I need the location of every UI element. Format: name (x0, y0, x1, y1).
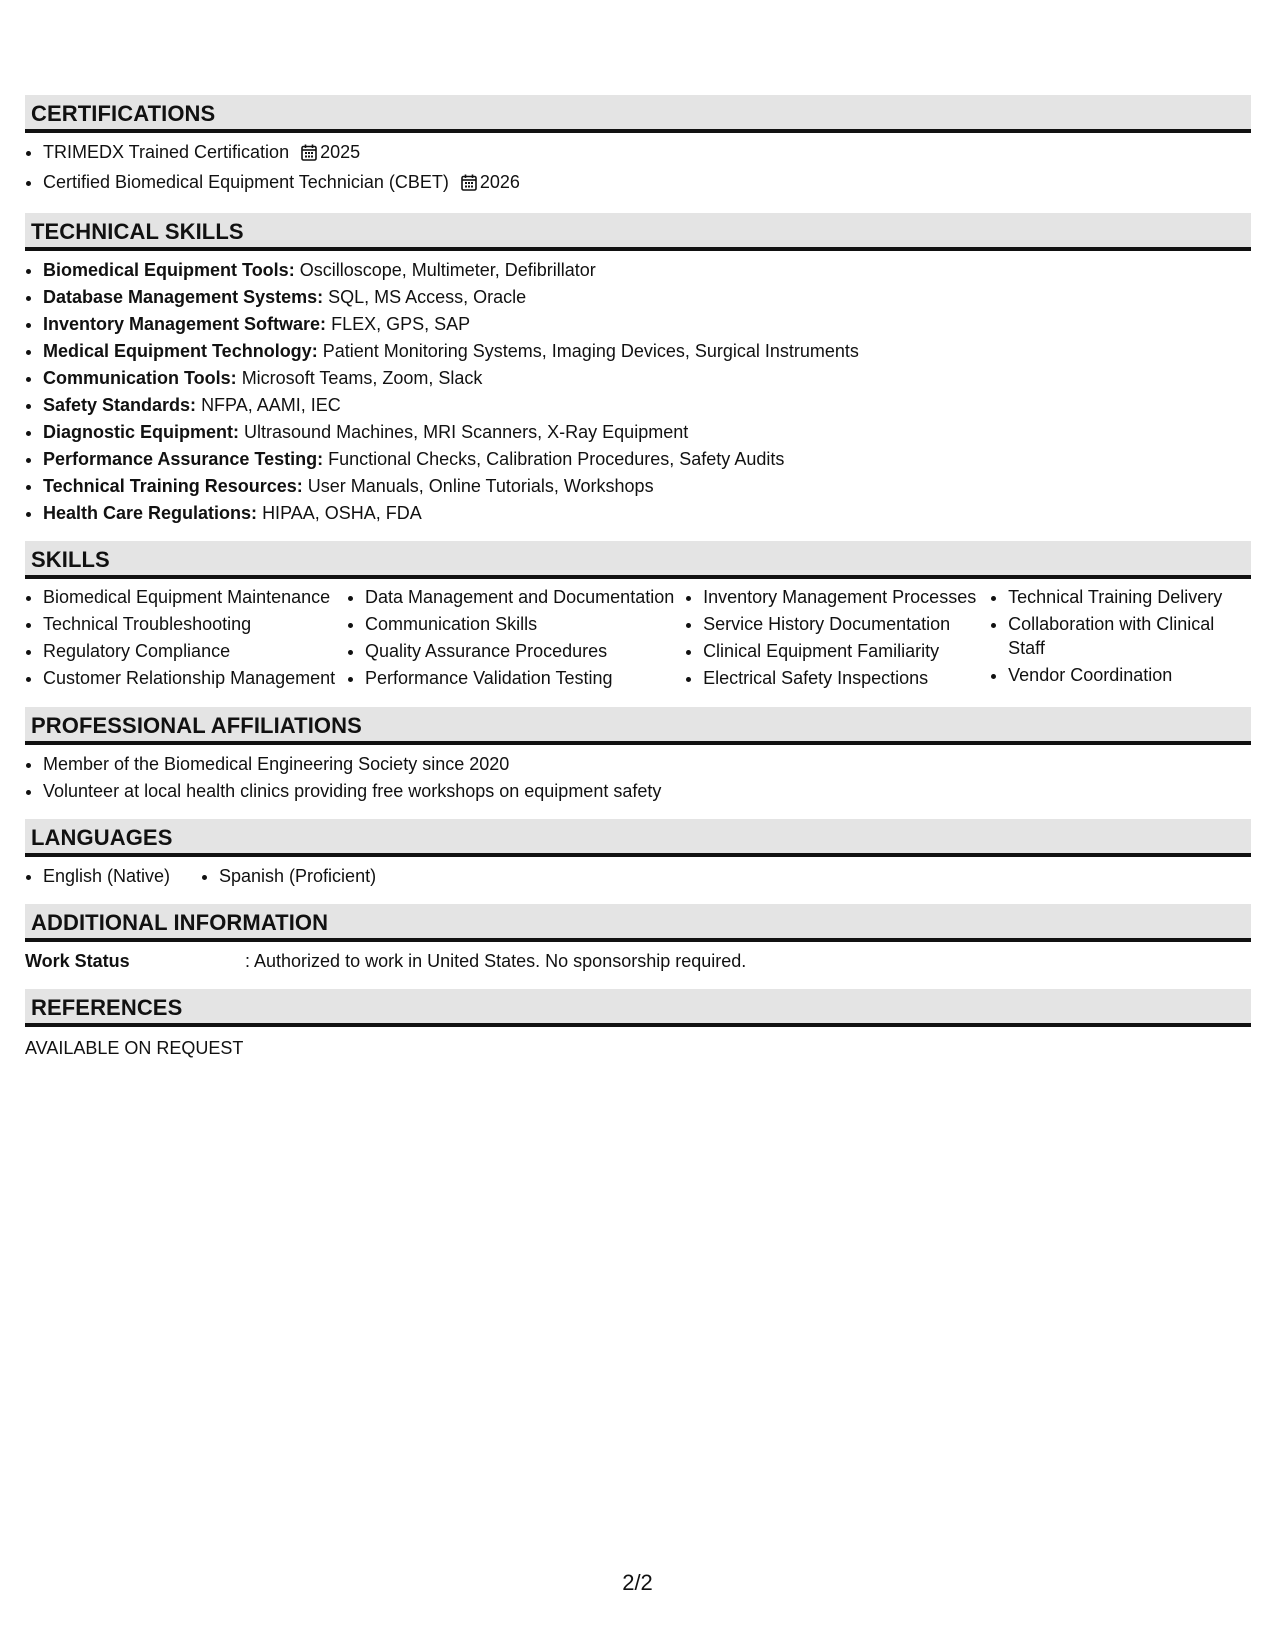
technical-skill-value: Oscilloscope, Multimeter, Defibrillator (299, 260, 596, 280)
technical-skill-label: Technical Training Resources: (43, 476, 303, 496)
references-title: REFERENCES (31, 995, 183, 1020)
skills-column (990, 585, 1251, 693)
technical-skill-value: Ultrasound Machines, MRI Scanners, X-Ray Equipment (244, 422, 689, 442)
technical-skill-label: Performance Assurance Testing: (43, 449, 324, 469)
skills-column (347, 585, 685, 693)
skill-item: • Inventory Management Processes (703, 585, 990, 609)
resume-page (25, 95, 1251, 1076)
certifications-header (25, 95, 1251, 133)
certification-name: Certified Biomedical Equipment Technician (CBET) (43, 172, 449, 192)
skills-title: SKILLS (31, 547, 110, 572)
skill-item: • Electrical Safety Inspections (703, 666, 990, 690)
references-header (25, 989, 1251, 1027)
technical-skill-item (43, 446, 1251, 473)
skills-column (685, 585, 990, 693)
technical-skill-item (43, 311, 1251, 338)
technical-skill-label: Biomedical Equipment Tools: (43, 260, 295, 280)
technical-skill-item (43, 392, 1251, 419)
affiliation-item: • Member of the Biomedical Engineering Society since 2020 (43, 751, 1251, 778)
work-status-row (25, 942, 1251, 975)
technical-skill-value: Microsoft Teams, Zoom, Slack (241, 368, 483, 388)
technical-skill-value: Functional Checks, Calibration Procedures, Safety Audits (328, 449, 785, 469)
technical-skill-value: FLEX, GPS, SAP (331, 314, 471, 334)
certification-name: TRIMEDX Trained Certification (43, 142, 290, 162)
technical-skill-value: User Manuals, Online Tutorials, Workshops (307, 476, 654, 496)
skill-item: • Vendor Coordination (1008, 663, 1251, 687)
languages-section (25, 819, 1251, 890)
technical-skill-item (43, 419, 1251, 446)
language-item: • Spanish (Proficient) (219, 863, 376, 890)
technical-skills-title: TECHNICAL SKILLS (31, 219, 244, 244)
skill-item: • Performance Validation Testing (365, 666, 685, 690)
certification-item (43, 139, 1251, 169)
technical-skill-label: Inventory Management Software: (43, 314, 327, 334)
certifications-list (25, 139, 1251, 199)
additional-info-section (25, 904, 1251, 975)
languages-list (25, 857, 1251, 890)
skill-item: • Biomedical Equipment Maintenance (43, 585, 347, 609)
technical-skill-item (43, 500, 1251, 527)
skill-item: • Quality Assurance Procedures (365, 639, 685, 663)
technical-skill-label: Safety Standards: (43, 395, 197, 415)
technical-skill-item (43, 365, 1251, 392)
skills-header (25, 541, 1251, 579)
languages-title: LANGUAGES (31, 825, 173, 850)
technical-skills-header (25, 213, 1251, 251)
affiliations-list (25, 751, 1251, 805)
technical-skill-value: SQL, MS Access, Oracle (328, 287, 527, 307)
certification-year: 2025 (320, 142, 361, 162)
skill-item: • Clinical Equipment Familiarity (703, 639, 990, 663)
additional-info-title: ADDITIONAL INFORMATION (31, 910, 329, 935)
skill-item: • Technical Training Delivery (1008, 585, 1251, 609)
skill-item: • Customer Relationship Management (43, 666, 347, 690)
technical-skill-value: Patient Monitoring Systems, Imaging Devices, Surgical Instruments (322, 341, 859, 361)
languages-header (25, 819, 1251, 857)
certification-item (43, 169, 1251, 199)
skill-item: • Collaboration with Clinical Staff (1008, 612, 1251, 660)
technical-skill-item (43, 257, 1251, 284)
skill-item: • Service History Documentation (703, 612, 990, 636)
skill-item: • Technical Troubleshooting (43, 612, 347, 636)
technical-skill-label: Medical Equipment Technology: (43, 341, 318, 361)
additional-info-header (25, 904, 1251, 942)
references-text: AVAILABLE ON REQUEST (25, 1038, 244, 1058)
technical-skill-value: HIPAA, OSHA, FDA (262, 503, 422, 523)
technical-skill-label: Health Care Regulations: (43, 503, 258, 523)
technical-skill-label: Diagnostic Equipment: (43, 422, 240, 442)
technical-skill-item (43, 473, 1251, 500)
work-status-label: Work Status (25, 951, 130, 971)
work-status-value: : Authorized to work in United States. No sponsorship required. (245, 951, 747, 971)
certifications-section (25, 95, 1251, 199)
technical-skill-item (43, 338, 1251, 365)
affiliations-header (25, 707, 1251, 745)
affiliations-section (25, 707, 1251, 805)
skill-item: • Regulatory Compliance (43, 639, 347, 663)
technical-skill-label: Database Management Systems: (43, 287, 324, 307)
technical-skills-section (25, 213, 1251, 527)
references-section (25, 989, 1251, 1062)
language-item: • English (Native) (43, 863, 201, 890)
skills-columns (25, 579, 1251, 693)
technical-skill-value: NFPA, AAMI, IEC (201, 395, 341, 415)
affiliation-item: • Volunteer at local health clinics providing free workshops on equipment safety (43, 778, 1251, 805)
page-number: 2/2 (622, 1570, 653, 1595)
affiliations-title: PROFESSIONAL AFFILIATIONS (31, 713, 362, 738)
skill-item: • Data Management and Documentation (365, 585, 685, 609)
skills-column (25, 585, 347, 693)
skill-item: • Communication Skills (365, 612, 685, 636)
calendar-icon (301, 142, 317, 169)
calendar-icon (461, 172, 477, 199)
certifications-title: CERTIFICATIONS (31, 101, 216, 126)
technical-skill-label: Communication Tools: (43, 368, 237, 388)
technical-skill-item (43, 284, 1251, 311)
skills-section (25, 541, 1251, 693)
certification-year: 2026 (479, 172, 520, 192)
technical-skills-list (25, 257, 1251, 527)
